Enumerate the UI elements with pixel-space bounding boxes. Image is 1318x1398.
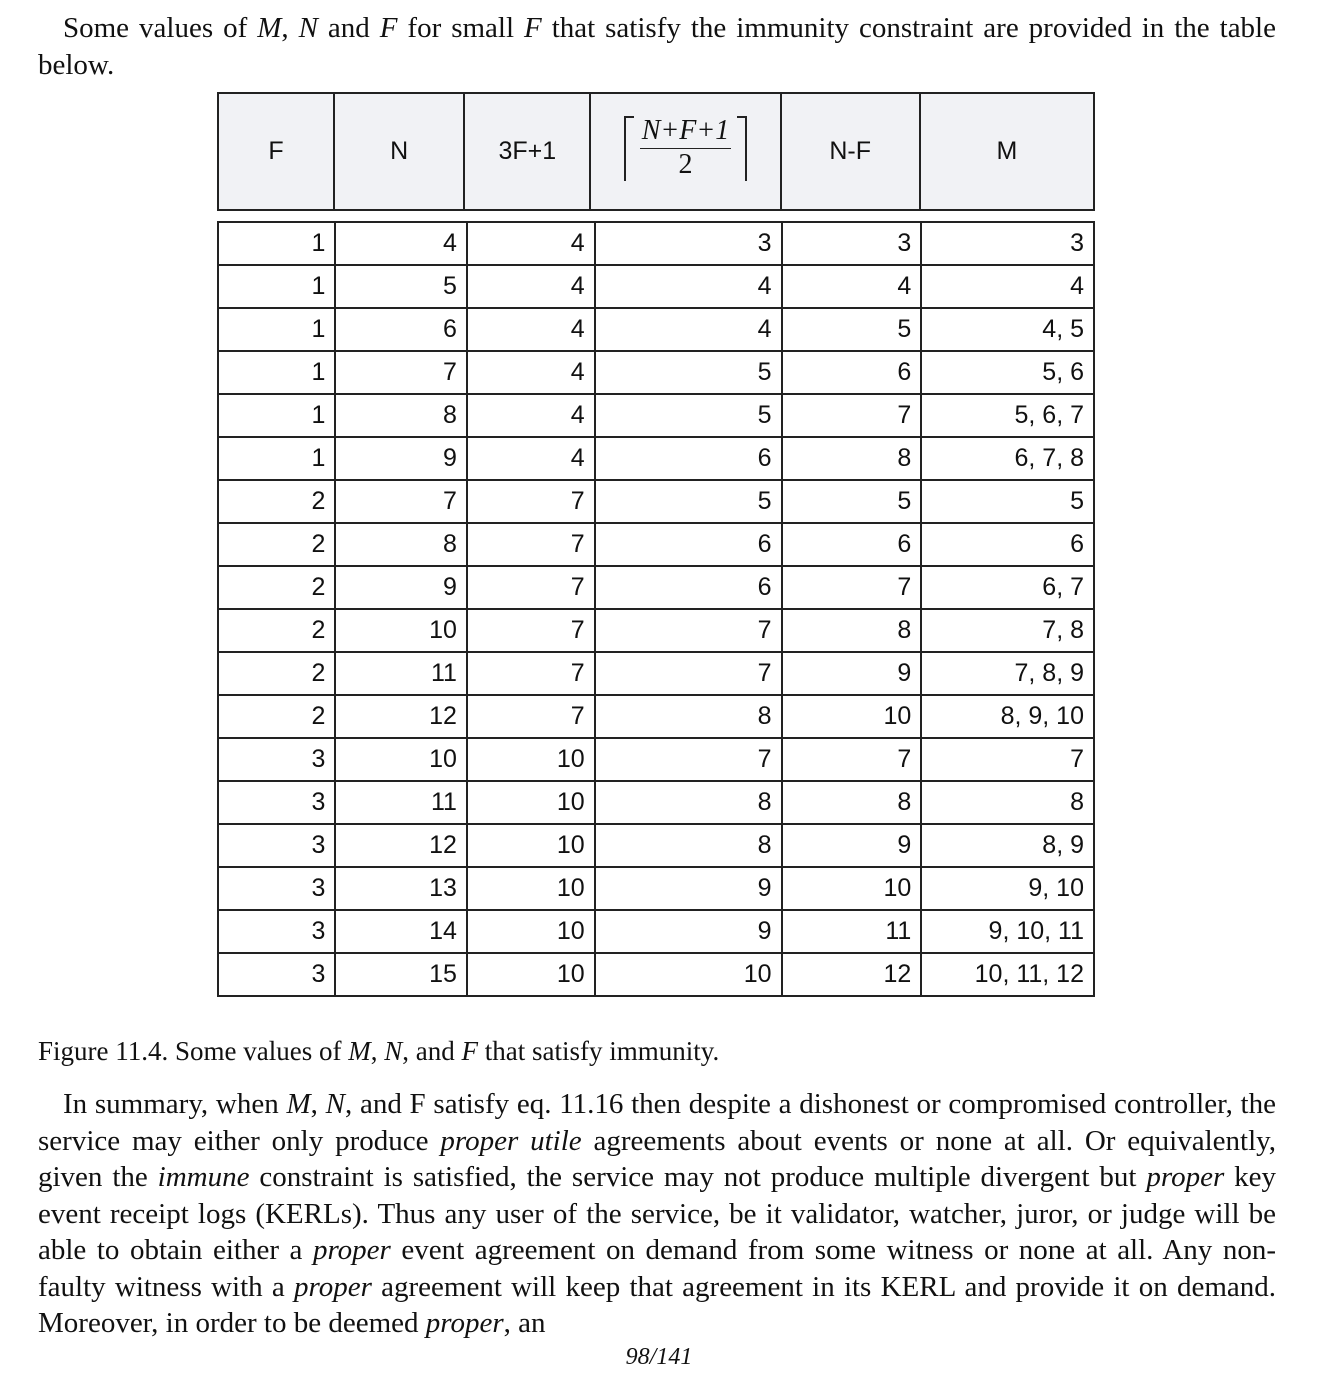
cell-3f-plus-1: 10 [467, 867, 595, 910]
text: , [310, 1088, 326, 1120]
cell-n-minus-f: 10 [782, 695, 922, 738]
cell-3f-plus-1: 4 [467, 308, 595, 351]
text: , an [503, 1307, 546, 1339]
cell-n: 8 [335, 394, 466, 437]
table-row [218, 351, 1094, 394]
cell-n-minus-f: 9 [782, 824, 922, 867]
cell-n-minus-f: 12 [782, 953, 922, 996]
cell-n: 5 [335, 265, 466, 308]
cell-ceil: 5 [595, 480, 782, 523]
cell-f: 2 [218, 695, 335, 738]
cell-n-minus-f: 10 [782, 867, 922, 910]
text: In summary, when [63, 1088, 287, 1120]
table-row [218, 437, 1094, 480]
text: , and F satisfy eq. 11.16 then despite a dishonest or compromised controller, the service may either only produce [38, 1088, 1276, 1157]
table-row [218, 867, 1094, 910]
cell-f: 1 [218, 351, 335, 394]
cell-n-minus-f: 7 [782, 738, 922, 781]
cell-f: 3 [218, 738, 335, 781]
cell-n: 10 [335, 609, 466, 652]
cell-m: 4, 5 [921, 308, 1094, 351]
text: event agreement on demand from some witness or none at all. Any non-faulty witness with a [38, 1234, 1277, 1303]
table-row [218, 824, 1094, 867]
header-ceil-formula [590, 93, 780, 210]
cell-m: 7, 8 [921, 609, 1094, 652]
page-number: 98/141 [625, 1344, 693, 1370]
cell-n-minus-f: 5 [782, 308, 922, 351]
cell-n: 11 [335, 781, 466, 824]
cell-n: 14 [335, 910, 466, 953]
cell-3f-plus-1: 4 [467, 394, 595, 437]
cell-n: 15 [335, 953, 466, 996]
cell-f: 1 [218, 394, 335, 437]
cell-ceil: 7 [595, 652, 782, 695]
table-row [218, 738, 1094, 781]
cell-ceil: 7 [595, 738, 782, 781]
fraction-denominator: 2 [678, 148, 693, 180]
var-n: N [325, 1088, 345, 1120]
cell-f: 3 [218, 910, 335, 953]
emphasis: proper utile [440, 1124, 582, 1157]
cell-3f-plus-1: 7 [467, 652, 595, 695]
cell-m: 9, 10, 11 [921, 910, 1094, 953]
text: Some values of [63, 12, 258, 44]
cell-n: 13 [335, 867, 466, 910]
cell-n: 11 [335, 652, 466, 695]
table-row [218, 609, 1094, 652]
cell-ceil: 4 [595, 265, 782, 308]
cell-m: 5 [921, 480, 1094, 523]
cell-ceil: 9 [595, 910, 782, 953]
cell-3f-plus-1: 10 [467, 953, 595, 996]
cell-n-minus-f: 8 [782, 437, 922, 480]
cell-ceil: 9 [595, 867, 782, 910]
cell-3f-plus-1: 7 [467, 695, 595, 738]
cell-n: 8 [335, 523, 466, 566]
text: , and [402, 1036, 462, 1066]
cell-f: 2 [218, 609, 335, 652]
cell-3f-plus-1: 7 [467, 523, 595, 566]
cell-3f-plus-1: 4 [467, 222, 595, 265]
cell-m: 6, 7, 8 [921, 437, 1094, 480]
table-header [217, 92, 1095, 211]
summary-paragraph [38, 1086, 1276, 1342]
cell-f: 2 [218, 523, 335, 566]
cell-ceil: 4 [595, 308, 782, 351]
cell-m: 6 [921, 523, 1094, 566]
cell-ceil: 6 [595, 566, 782, 609]
emphasis: proper [312, 1234, 391, 1266]
table-row [218, 953, 1094, 996]
cell-m: 5, 6, 7 [921, 394, 1094, 437]
var-m: M [348, 1036, 371, 1066]
cell-m: 8, 9, 10 [921, 695, 1094, 738]
var-f: F [524, 12, 542, 44]
cell-m: 4 [921, 265, 1094, 308]
ceil-right-bracket [737, 116, 747, 181]
text: agreements about events or none at all. Or equivalently, given the [38, 1124, 1277, 1193]
cell-ceil: 3 [595, 222, 782, 265]
cell-n-minus-f: 9 [782, 652, 922, 695]
var-f: F [461, 1036, 478, 1066]
cell-n-minus-f: 5 [782, 480, 922, 523]
cell-n: 9 [335, 566, 466, 609]
var-m: M [286, 1088, 311, 1120]
table-row [218, 308, 1094, 351]
cell-m: 5, 6 [921, 351, 1094, 394]
var-n: N [298, 12, 318, 44]
cell-n-minus-f: 7 [782, 394, 922, 437]
table-row [218, 652, 1094, 695]
table-row [218, 781, 1094, 824]
cell-n-minus-f: 11 [782, 910, 922, 953]
emphasis: proper [425, 1307, 504, 1339]
var-f: F [379, 12, 398, 44]
cell-f: 1 [218, 265, 335, 308]
cell-3f-plus-1: 4 [467, 437, 595, 480]
cell-n: 6 [335, 308, 466, 351]
cell-f: 1 [218, 222, 335, 265]
cell-f: 1 [218, 437, 335, 480]
cell-3f-plus-1: 10 [467, 738, 595, 781]
cell-3f-plus-1: 7 [467, 480, 595, 523]
cell-n-minus-f: 8 [782, 781, 922, 824]
text: , [281, 12, 299, 44]
cell-n: 9 [335, 437, 466, 480]
cell-n: 10 [335, 738, 466, 781]
cell-ceil: 8 [595, 695, 782, 738]
cell-3f-plus-1: 7 [467, 566, 595, 609]
header-n: N [334, 93, 464, 210]
ceiling-fraction [624, 116, 748, 181]
cell-n-minus-f: 8 [782, 609, 922, 652]
text: , [370, 1036, 385, 1066]
data-table [217, 221, 1095, 997]
cell-m: 7 [921, 738, 1094, 781]
cell-ceil: 8 [595, 824, 782, 867]
cell-m: 9, 10 [921, 867, 1094, 910]
header-f: F [218, 93, 334, 210]
ceil-left-bracket [624, 116, 634, 181]
table-row [218, 222, 1094, 265]
table-row [218, 910, 1094, 953]
var-n: N [384, 1036, 403, 1066]
cell-3f-plus-1: 10 [467, 781, 595, 824]
cell-ceil: 7 [595, 609, 782, 652]
table-row [218, 695, 1094, 738]
cell-f: 3 [218, 781, 335, 824]
cell-n-minus-f: 3 [782, 222, 922, 265]
header-3f-plus-1: 3F+1 [464, 93, 590, 210]
text: that satisfy immunity. [477, 1036, 720, 1066]
cell-m: 6, 7 [921, 566, 1094, 609]
text: constraint is satisfied, the service may not produce multiple divergent but [249, 1161, 1147, 1193]
cell-f: 3 [218, 824, 335, 867]
cell-3f-plus-1: 10 [467, 824, 595, 867]
cell-m: 7, 8, 9 [921, 652, 1094, 695]
cell-f: 3 [218, 953, 335, 996]
cell-m: 3 [921, 222, 1094, 265]
cell-f: 1 [218, 308, 335, 351]
fraction-numerator: N+F+1 [640, 116, 732, 149]
cell-f: 2 [218, 652, 335, 695]
intro-paragraph [38, 10, 1276, 83]
table-row [218, 523, 1094, 566]
cell-ceil: 5 [595, 394, 782, 437]
text: agreement will keep that agreement in its KERL and provide it on demand. Moreover, in order to be deemed [38, 1270, 1277, 1339]
cell-ceil: 6 [595, 437, 782, 480]
cell-3f-plus-1: 10 [467, 910, 595, 953]
table-row [218, 480, 1094, 523]
cell-n-minus-f: 6 [782, 351, 922, 394]
cell-ceil: 10 [595, 953, 782, 996]
cell-n-minus-f: 6 [782, 523, 922, 566]
cell-n: 12 [335, 824, 466, 867]
emphasis: immune [157, 1161, 250, 1193]
emphasis: proper [1146, 1161, 1225, 1193]
cell-n: 12 [335, 695, 466, 738]
figure-caption [38, 1036, 719, 1067]
cell-ceil: 8 [595, 781, 782, 824]
cell-m: 8 [921, 781, 1094, 824]
cell-f: 2 [218, 480, 335, 523]
var-m: M [257, 12, 282, 44]
cell-m: 10, 11, 12 [921, 953, 1094, 996]
cell-3f-plus-1: 4 [467, 351, 595, 394]
cell-3f-plus-1: 4 [467, 265, 595, 308]
header-n-minus-f: N-F [781, 93, 920, 210]
cell-n: 4 [335, 222, 466, 265]
table-row [218, 566, 1094, 609]
cell-f: 3 [218, 867, 335, 910]
cell-n: 7 [335, 480, 466, 523]
cell-3f-plus-1: 7 [467, 609, 595, 652]
cell-n: 7 [335, 351, 466, 394]
table-row [218, 394, 1094, 437]
text: and [317, 12, 380, 44]
cell-ceil: 6 [595, 523, 782, 566]
emphasis: proper [294, 1270, 372, 1303]
cell-ceil: 5 [595, 351, 782, 394]
text: that satisfy the immunity constraint are provided in the table below. [38, 12, 1276, 81]
text: Figure 11.4. Some values of [38, 1036, 349, 1066]
cell-m: 8, 9 [921, 824, 1094, 867]
cell-n-minus-f: 7 [782, 566, 922, 609]
header-m: M [920, 93, 1094, 210]
text: key event receipt logs (KERLs). Thus any user of the service, be it validator, watcher, juror, or judge will be able to obtain either a [38, 1161, 1276, 1266]
table-row [218, 265, 1094, 308]
cell-f: 2 [218, 566, 335, 609]
text: for small [397, 12, 525, 44]
cell-n-minus-f: 4 [782, 265, 922, 308]
